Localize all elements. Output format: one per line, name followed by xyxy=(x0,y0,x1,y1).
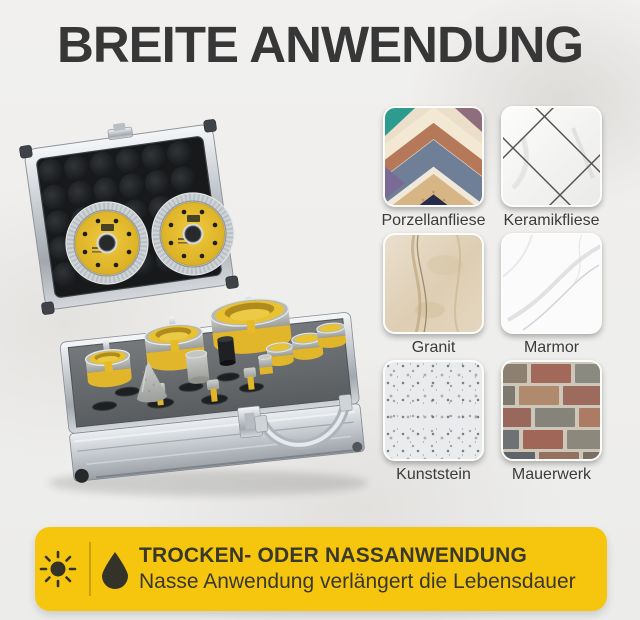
material-porcelain-tile xyxy=(383,106,484,230)
material-granite xyxy=(383,233,484,357)
porcelain-tile-swatch xyxy=(383,106,484,207)
material-label: Porzellanfliese xyxy=(381,212,486,229)
material-label: Granit xyxy=(411,339,456,356)
ceramic-tile-swatch xyxy=(501,106,602,207)
adapter-bit xyxy=(217,335,236,366)
material-label: Marmor xyxy=(523,339,580,356)
banner-icons xyxy=(35,527,133,611)
cutting-disc-right xyxy=(152,193,234,275)
material-label: Kunststein xyxy=(396,466,471,483)
material-marble xyxy=(501,233,602,357)
material-engineered-stone xyxy=(383,360,484,484)
page-title: BREITE ANWENDUNG xyxy=(57,16,584,73)
banner-subheading: Nasse Anwendung verlängert die Lebensdauer xyxy=(139,570,576,593)
small-bit xyxy=(258,354,273,375)
product-photo xyxy=(0,95,390,520)
material-label: Mauerwerk xyxy=(511,466,592,483)
material-masonry xyxy=(501,360,602,484)
materials-grid xyxy=(383,106,602,484)
case-base xyxy=(57,284,365,484)
marble-swatch xyxy=(501,233,602,334)
cutting-disc-left xyxy=(66,202,148,284)
icon-divider xyxy=(89,542,91,596)
water-drop-icon xyxy=(97,548,133,590)
banner-text xyxy=(139,543,576,594)
engineered-stone-swatch xyxy=(383,360,484,461)
granite-swatch xyxy=(383,233,484,334)
material-ceramic-tile xyxy=(501,106,602,230)
usage-banner xyxy=(35,527,607,611)
cylinder-bit xyxy=(185,350,209,385)
sun-icon xyxy=(37,548,79,590)
masonry-swatch xyxy=(501,360,602,461)
material-label: Keramikfliese xyxy=(503,212,600,229)
banner-heading: TROCKEN- ODER NASSANWENDUNG xyxy=(139,544,528,568)
